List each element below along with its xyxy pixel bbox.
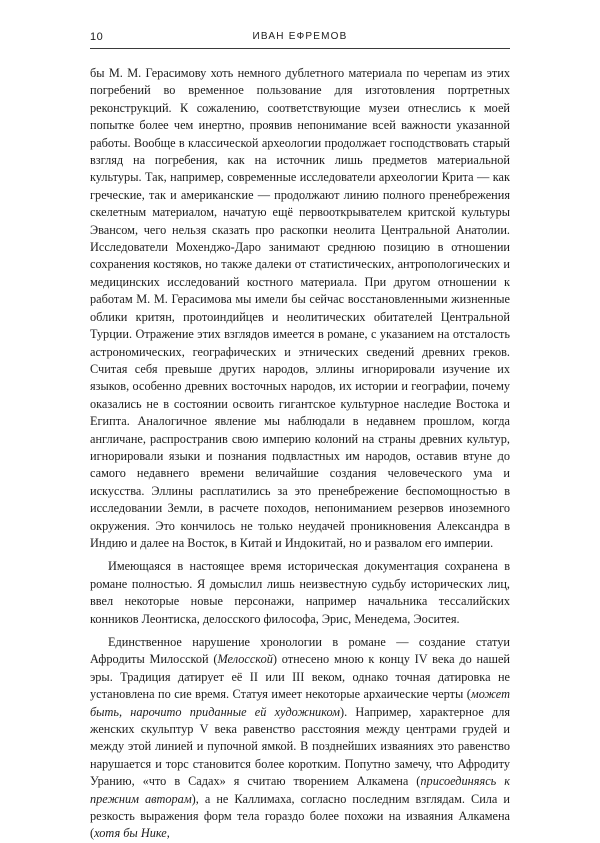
paragraph-continuation: бы М. М. Герасимову хоть немного дублетного материала по черепам из этих погребений во временное пользование для изготовления портретных реконструкций. К сожалению, соответствующие музеи отнеслись к моей попытке более чем инертно, проявив непонимание всей важности указанной работы. Вообще в классической археологии продолжает господствовать старый взгляд на погребения, как на источник лишь предметов материальной культуры. Так, например, современные исследователи археологии Крита — как греческие, так и американские — продолжают линию полного пренебрежения скелетным материалом, начатую ещё первооткрывателем критской культуры Эвансом, чего нельзя сказать про раскопки неолита Центральной Анатолии. Исследователи Мохенджо-Даро занимают среднюю позицию в отношении сохранения костяков, но также далеки от статистических, антропологических и медицинских исследований костного материала. При другом отношении к работам М. М. Герасимова мы имели бы сейчас восстановленными жизненные облики критян, протоиндийцев и неолитических обитателей Центральной Турции. Отражение этих взглядов имеется в романе, с указанием на отсталость астрономических, географических и этнических сведений древних греков. Считая себя превыше других народов, эллины игнорировали изучение их языков, особенно древних восточных народов, их истории и географии, почему оказались не в состоянии освоить гигантское культурное наследие Востока и Египта. Аналогичное явление мы наблюдали в недавнем прошлом, когда англичане, распространив свою империю колоний на страны древних культур, игнорировали языки и познания подвластных им народов, оставив втуне до самого недавнего времени величайшие создания человеческого ума и искусства. Эллины расплатились за это пренебрежение беспомощностью в исследовании Земли, в расчете походов, непониманием резервов иноземного окружения. Это кончилось не только неудачей проникновения Александра в Индию и далее на Восток, в Китай и Индокитай, но и развалом его империи. xyxy=(90,66,510,550)
italic-melos: Мелосской xyxy=(217,652,273,667)
page-number: 10 xyxy=(90,31,104,43)
chronology-text: ). Например, характерное для женских скульптур V века равенство расстояния между центрами грудей и между этой линией и пупочной ямкой. В позднейших изваяниях это равенство нарушается и торс становится более коротким. Попутно замечу, что Афродиту Уранию, «что в Садах» я считаю творением Алкамена ( xyxy=(90,704,510,789)
running-header xyxy=(90,30,510,49)
italic-authors-note: присоединяясь к прежним авторам xyxy=(90,774,510,806)
italic-nike-note: хотя бы Нике, xyxy=(94,826,170,841)
body-text xyxy=(90,65,510,843)
chronology-text: ) отнесено мною к концу IV века до нашей эры. Традиция датирует её II или III веком, однако точная датировка не установлена по сие время. Статуя имеет некоторые архаические черты ( xyxy=(90,652,511,702)
chronology-text: Единственное нарушение хронологии в романе — создание статуи Афродиты Милосской ( xyxy=(90,635,510,667)
paragraph-historical-documentation: Имеющаяся в настоящее время историческая документация сохранена в романе полностью. Я домыслил лишь неизвестную судьбу исторических лиц, ввел некоторые новые персонажи, например начальника тессалийских конников Леонтиска, делосского философа, Эрис, Менедема, Эоситея. xyxy=(90,559,510,626)
paragraph-chronology xyxy=(90,634,510,843)
chronology-text: ), а не Каллимаха, согласно последним взглядам. Сила и резкость выражения форм тела гораздо более похожи на изваяния Алкамена ( xyxy=(90,791,510,841)
italic-artist-note: может быть, нарочито приданные ей художником xyxy=(90,687,510,719)
running-title: ИВАН ЕФРЕМОВ xyxy=(252,31,348,42)
